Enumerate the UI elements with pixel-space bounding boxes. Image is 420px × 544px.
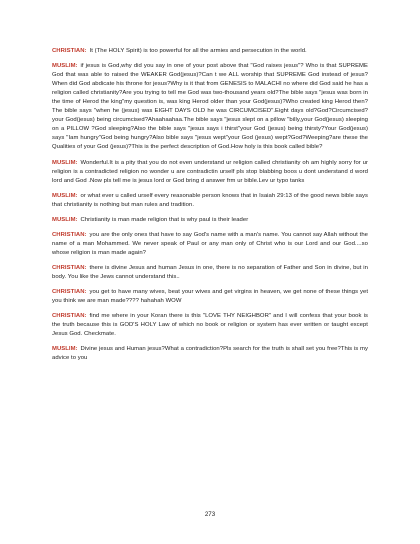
- speaker-label: CHRISTIAN:: [52, 264, 87, 271]
- speaker-label: MUSLIM:: [52, 63, 78, 70]
- dialogue-paragraph: [52, 345, 368, 363]
- paragraph-text: there is divine Jesus and human Jesus in one, there is no separation of Father and Son in divine, but in body. You like the Jews cannot understand this..: [52, 264, 368, 280]
- paragraph-text: Divine jesus and Human jesus?What a contradiction?Pls search for the truth is shall set you free?This is my advice to you: [52, 346, 368, 362]
- paragraph-text: you get to have many wives, beat your wives and get virgins in heaven, we get none of these things yet you think we are man made???? hahahah WOW: [52, 289, 368, 305]
- paragraph-text: It (The HOLY Spirit) is too powerful for all the armies and persecution in the world.: [89, 48, 307, 54]
- speaker-label: MUSLIM:: [52, 216, 78, 223]
- dialogue-paragraph: [52, 47, 368, 56]
- dialogue-body: [52, 47, 368, 363]
- dialogue-paragraph: [52, 231, 368, 258]
- paragraph-text: or what ever u called urself every reasonable person knows that in Isaiah 29:13 of the good news bible says that christianity is nothing but man rules and tradition.: [52, 192, 368, 208]
- speaker-label: MUSLIM:: [52, 159, 78, 166]
- paragraph-text: Wonderful.It is a pity that you do not even understand ur religion called christianity oh am highly sorry for ur religion is a contradicted religion no wonder u are contradictin urself pls stop blabbing boos u dont understand d word lord and God .Now pls tell me is jesus lord or God bring d answer frm ur bible.Lev ur typo tanks: [52, 159, 368, 184]
- speaker-label: MUSLIM:: [52, 192, 78, 199]
- dialogue-paragraph: [52, 192, 368, 210]
- speaker-label: CHRISTIAN:: [52, 48, 87, 54]
- paragraph-text: find me where in your Koran there is this "LOVE THY NEIGHBOR" and I will confess that your book is the truth because this is GOD'S HOLY Law of which no book or religion or system has ever written or taught except Jesus God. Checkmate.: [52, 313, 368, 338]
- dialogue-paragraph: [52, 216, 368, 225]
- speaker-label: CHRISTIAN:: [52, 231, 87, 238]
- speaker-label: CHRISTIAN:: [52, 289, 87, 296]
- paragraph-text: you are the only ones that have to say God's name with a man's name. You cannot say Allah without the name of a man Mohammed. We never speak of Paul or any man only of Christ who is our Lord and our God....so whose religion is man made again?: [52, 231, 368, 256]
- dialogue-paragraph: [52, 312, 368, 339]
- dialogue-paragraph: [52, 264, 368, 282]
- paragraph-text: if jesus is God,why did you say in one of your post above that "God raises jesus"? Who is that SUPREME God that was able to raised the WEAKER God(jesus)?Can t we ALL worship that SUPREME God instead of jesus?When did God abdicate his throne for jesus?Why is it that from GENESIS to MALACHI no where did God said he has a religion called christianity?Are you trying to tell me God was two-thousand years old?The bible says "jesus was born in the time of Herod the king"my question is, was king Herod older than your God(jesus)?Who created king Herod then?The bible says "when he (jesus) was EIGHT DAYS OLD he was CIRCUMCISED".Eight days old?God?Circumcised?your God(jesus) being circumcised?Ahaahaahaa.The bible says "jesus slept on a pillow "billy,your God(jesus) sleeping on a PILLOW ?God sleeping?Also the bible says "jesus says i thirst"your God (jesus) being thirsty?Your God(jesus) says "Iam hungry"God being hungry?Also bible says "jesus wept"your God (jesus) wept?God?Weeping?are these the Qualities of your God (jesus)?This is the perfect description of God.How holy is this book called bible?: [52, 63, 368, 151]
- dialogue-paragraph: [52, 159, 368, 186]
- speaker-label: MUSLIM:: [52, 346, 78, 353]
- paragraph-text: Christianity is man made religion that is why paul is their leader: [80, 216, 249, 223]
- page-number: 273: [204, 511, 216, 518]
- speaker-label: CHRISTIAN:: [52, 313, 87, 320]
- dialogue-paragraph: [52, 62, 368, 152]
- dialogue-paragraph: [52, 288, 368, 306]
